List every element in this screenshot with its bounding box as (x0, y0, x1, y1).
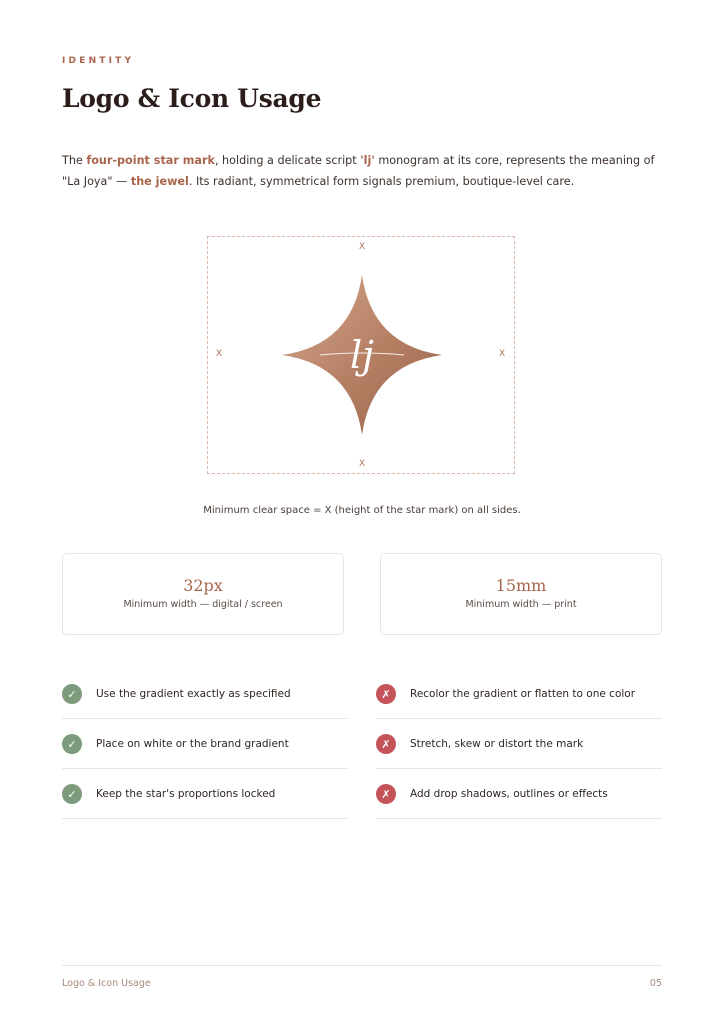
dont-item (376, 770, 662, 819)
spec-value: 32px (183, 576, 223, 595)
dont-text: Stretch, skew or distort the mark (410, 738, 584, 750)
clear-space-marker-top: X (359, 242, 366, 252)
intro-text: The (62, 154, 87, 167)
do-list (62, 670, 348, 820)
intro-text: , holding a delicate script (214, 154, 361, 167)
check-icon: ✓ (62, 784, 82, 804)
dont-text: Add drop shadows, outlines or effects (410, 788, 608, 800)
intro-highlight-monogram: 'lj' (360, 154, 375, 167)
intro-text: . Its radiant, symmetrical form signals premium, boutique-level care. (188, 175, 575, 188)
spec-card-digital (62, 553, 344, 635)
check-icon: ✓ (62, 734, 82, 754)
dont-list (376, 670, 662, 820)
footer-section-title: Logo & Icon Usage (62, 978, 151, 989)
clear-space-caption: Minimum clear space = X (height of the star mark) on all sides. (203, 505, 521, 516)
cross-icon: ✗ (376, 684, 396, 704)
section-eyebrow: IDENTITY (62, 56, 135, 66)
page-title: Logo & Icon Usage (62, 84, 322, 113)
do-text: Use the gradient exactly as specified (96, 688, 291, 700)
clear-space-marker-bottom: X (359, 459, 366, 469)
cross-icon: ✗ (376, 784, 396, 804)
intro-highlight-star-mark: four-point star mark (86, 154, 215, 167)
dont-item (376, 720, 662, 769)
intro-highlight-jewel: the jewel (130, 175, 189, 188)
page-number: 05 (649, 978, 662, 989)
dont-text: Recolor the gradient or flatten to one color (410, 688, 636, 700)
spec-value: 15mm (495, 576, 547, 595)
do-item (62, 770, 348, 819)
monogram-lj: lj (350, 333, 374, 377)
clear-space-marker-left: X (216, 349, 223, 359)
intro-paragraph (62, 150, 662, 192)
do-item (62, 670, 348, 719)
do-text: Place on white or the brand gradient (96, 738, 289, 750)
intro-text: monogram at its core, represents the meaning of "La Joya" — (62, 154, 655, 188)
star-logo-mark (280, 273, 444, 437)
spec-label: Minimum width — print (465, 599, 577, 610)
check-icon: ✓ (62, 684, 82, 704)
do-text: Keep the star's proportions locked (96, 788, 276, 800)
spec-label: Minimum width — digital / screen (123, 599, 283, 610)
dont-item (376, 670, 662, 719)
clear-space-marker-right: X (499, 349, 506, 359)
cross-icon: ✗ (376, 734, 396, 754)
clear-space-diagram (207, 236, 515, 474)
footer-divider (62, 965, 662, 966)
spec-card-print (380, 553, 662, 635)
do-item (62, 720, 348, 769)
